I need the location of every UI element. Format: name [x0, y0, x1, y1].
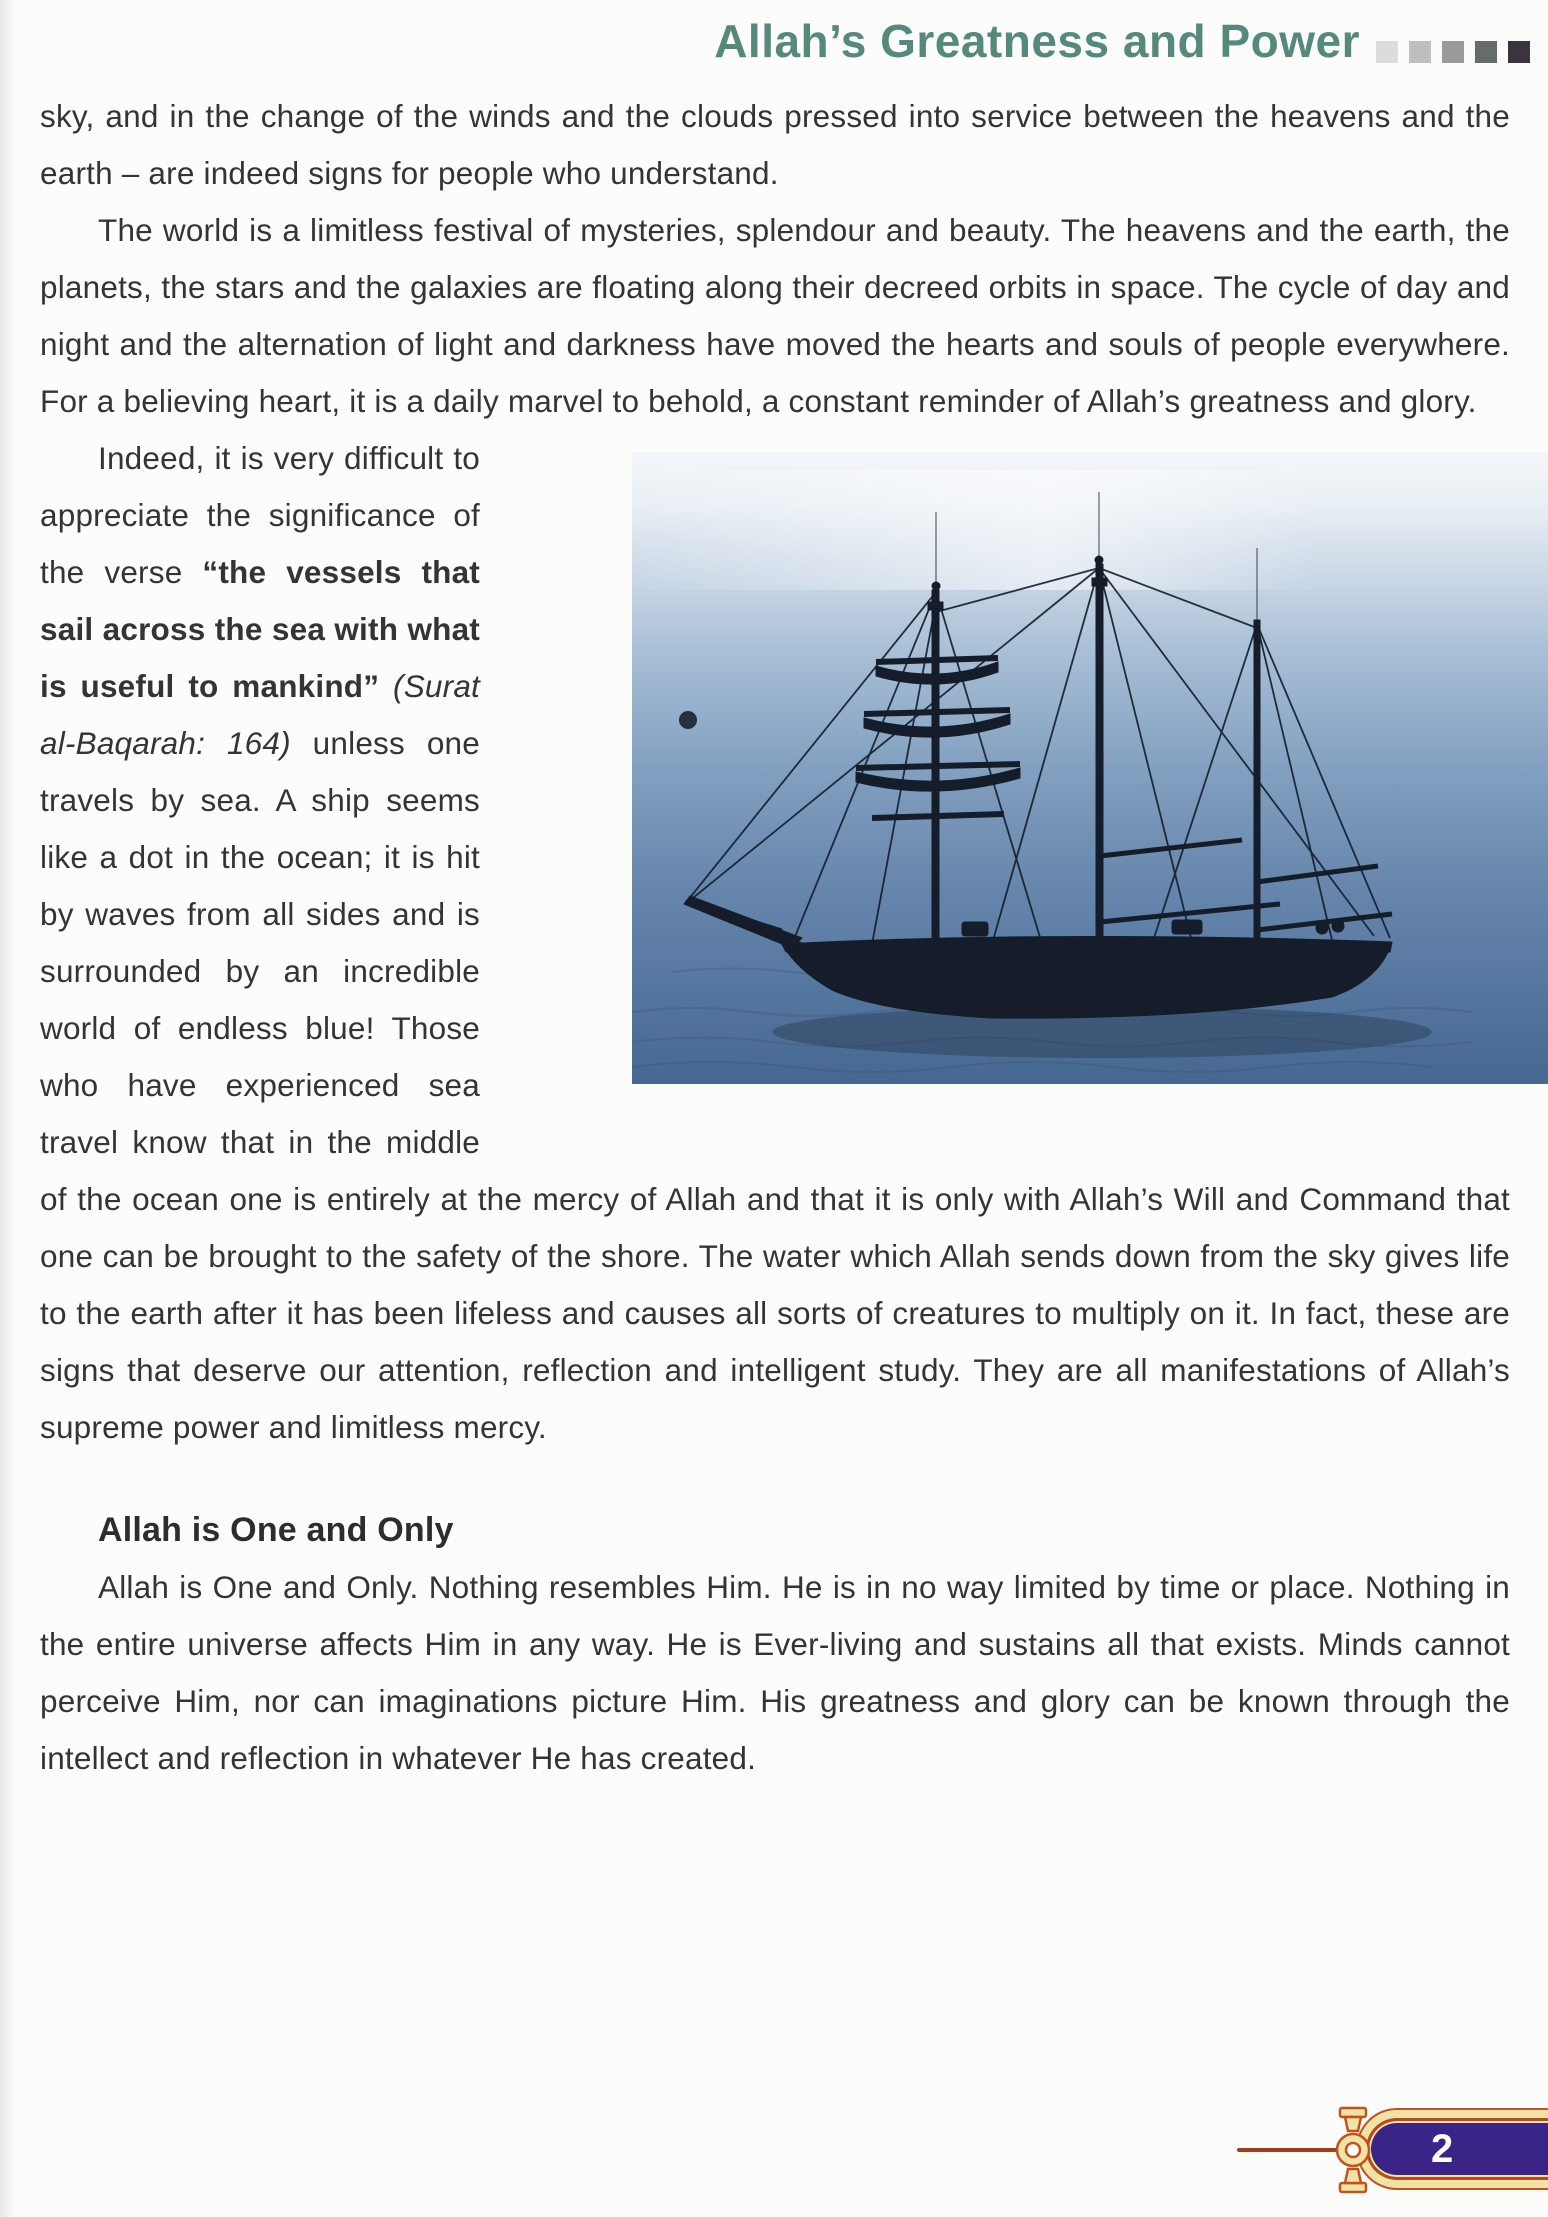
decoration-square — [1442, 41, 1464, 63]
page-body — [40, 88, 1510, 1787]
decoration-square — [1409, 41, 1431, 63]
paragraph: Allah is One and Only. Nothing resembles Him. He is in no way limited by time or place. Nothing in the entire universe affects Him in any way. He is Ever-living and sustains all that exists. Minds cannot perceive Him, nor can imaginations picture Him. His greatness and glory can be known through the intellect and reflection in whatever He has created. — [40, 1569, 1510, 1776]
paragraph: The world is a limitless festival of mysteries, splendour and beauty. The heavens and the earth, the planets, the stars and the galaxies are floating along their decreed orbits in space. The cycle of day and night and the alternation of light and darkness have moved the hearts and souls of people everywhere. For a believing heart, it is a daily marvel to behold, a constant reminder of Allah’s greatness and glory. — [40, 212, 1510, 419]
paragraph-text: unless one travels by sea. A ship seems like a dot in the ocean; it is hit by waves from all sides and is surrounded by an incredible world of endless blue! Those who have experienced sea travel know that in the middle of the ocean one is entirely at the mercy of Allah and that it is only with Allah’s Will and Command that one can be brought to the safety of the shore. The water which Allah sends down from the sky gives life to the earth after it has been lifeless and causes all sorts of creatures to multiply on it. In fact, these are signs that deserve our attention, reflection and intelligent study. They are all manifestations of Allah’s supreme power and limitless mercy. — [40, 725, 1510, 1445]
paragraph-continuation: sky, and in the change of the winds and the clouds pressed into service between the heavens and the earth – are indeed signs for people who understand. — [40, 98, 1510, 191]
ship-illustration — [632, 452, 1548, 1084]
paragraph-text: Indeed, it is very difficult to appreciate the significance of the verse — [40, 440, 480, 590]
ship-photo — [632, 452, 1548, 1084]
title-squares-decoration — [1376, 41, 1530, 67]
surah-citation-italic: (Surat al-Baqarah: 164) — [40, 668, 480, 761]
chapter-title: Allah’s Greatness and Power — [714, 15, 1360, 67]
footer-ornament-icon — [1324, 2104, 1382, 2196]
quran-verse-bold: “the vessels that sail across the sea with what is useful to mankind” — [40, 554, 480, 704]
page-header — [0, 16, 1530, 67]
decoration-square — [1508, 41, 1530, 63]
page-number: 2 — [1431, 2127, 1454, 2171]
decoration-square — [1376, 41, 1398, 63]
section-heading: Allah is One and Only — [98, 1511, 454, 1549]
decoration-square — [1475, 41, 1497, 63]
page-number-bar — [1366, 2118, 1548, 2180]
